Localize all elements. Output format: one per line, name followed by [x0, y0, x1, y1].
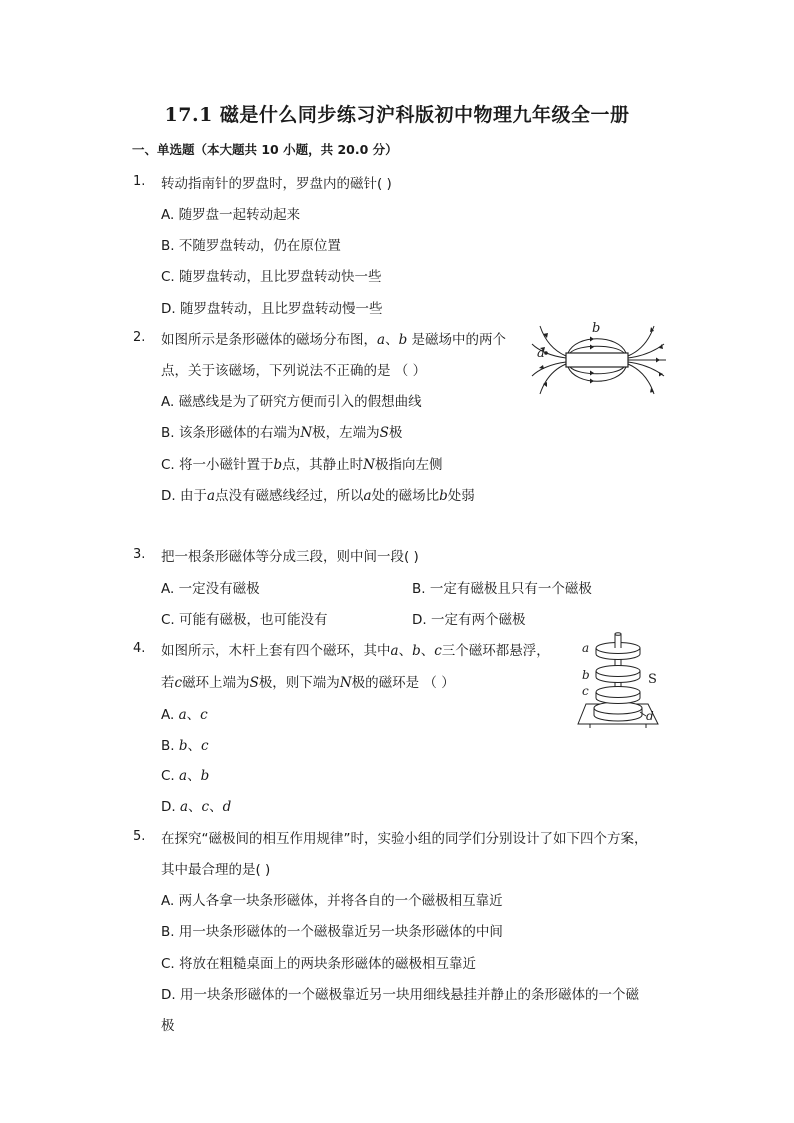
var: c: [434, 643, 442, 659]
var: b: [200, 768, 210, 784]
var: N: [300, 425, 313, 441]
question-number: 2.: [133, 330, 146, 345]
question-stem: [161, 639, 550, 659]
text-run: A.: [161, 707, 179, 723]
option-d: D. 一定有两个磁极: [412, 612, 526, 628]
text-run: 、: [187, 768, 201, 784]
var: b: [273, 457, 283, 473]
text-run: 极，左端为: [312, 425, 380, 441]
question-number: 4.: [133, 641, 146, 656]
text-run: 若: [161, 675, 175, 691]
question-stem-cont: 其中最合理的是( ): [161, 862, 271, 878]
text-run: D.: [161, 799, 180, 815]
text-run: C. 将一小磁针置于: [161, 457, 274, 473]
text-run: 、: [398, 643, 413, 659]
var: a: [179, 768, 188, 784]
text-run: 三个磁环都悬浮，: [441, 643, 550, 659]
var: a: [390, 643, 399, 659]
text-run: 、: [188, 799, 202, 815]
var: a: [178, 707, 187, 723]
option-c: [161, 453, 442, 473]
page-title: 17.1 磁是什么同步练习沪科版初中物理九年级全一册: [164, 104, 630, 126]
text-run: B.: [161, 738, 179, 754]
option-d: [161, 484, 475, 504]
option-d-cont: 极: [161, 1018, 175, 1034]
text-run: 磁环上端为: [182, 675, 250, 691]
bar-magnet-field-figure: [532, 320, 668, 398]
text-run: 极的磁环是 （ ）: [351, 675, 455, 691]
option-b: B. 用一块条形磁体的一个磁极靠近另一块条形磁体的中间: [161, 924, 503, 940]
option-b: [161, 734, 209, 754]
label-a: a: [582, 641, 590, 655]
text-run: 、: [209, 799, 223, 815]
var: c: [201, 799, 210, 815]
var: b: [439, 488, 448, 504]
label-c: c: [582, 684, 589, 698]
text-run: 、: [420, 643, 435, 659]
var: a: [363, 488, 372, 504]
question-stem: 在探究“磁极间的相互作用规律”时，实验小组的同学们分别设计了如下四个方案，: [161, 831, 648, 847]
text-run: 极，则下端为: [258, 675, 340, 691]
var: N: [363, 457, 375, 473]
question-stem: 转动指南针的罗盘时，罗盘内的磁针( ): [161, 176, 392, 192]
magnet-rings-figure: [576, 632, 666, 730]
var: a: [206, 488, 216, 504]
var: b: [398, 332, 408, 348]
section-heading: 一、单选题（本大题共 10 小题，共 20.0 分）: [132, 142, 398, 157]
question-stem-cont: 点，关于该磁场，下列说法不正确的是 （ ）: [161, 363, 427, 379]
text-run: B. 该条形磁体的右端为: [161, 425, 301, 441]
text-run: 处弱: [447, 488, 475, 504]
question-stem: [161, 328, 506, 348]
option-c: C. 可能有磁极，也可能没有: [161, 612, 328, 628]
option-d: D. 用一块条形磁体的一个磁极靠近另一块用细线悬挂并静止的条形磁体的一个磁: [161, 987, 639, 1003]
option-b: B. 一定有磁极且只有一个磁极: [412, 581, 592, 597]
text-run: 处的磁场比: [371, 488, 440, 504]
label-d: d: [646, 709, 654, 723]
var: c: [201, 738, 209, 754]
label-a: a: [537, 346, 545, 361]
question-number: 5.: [133, 829, 146, 844]
option-a: [161, 703, 208, 723]
option-a: A. 随罗盘一起转动起来: [161, 207, 301, 223]
var: a: [179, 799, 189, 815]
option-b: B. 不随罗盘转动，仍在原位置: [161, 238, 341, 254]
var: S: [249, 675, 259, 691]
option-b: [161, 421, 402, 441]
text-run: 、: [187, 738, 202, 754]
question-number: 3.: [133, 547, 146, 562]
option-c: [161, 764, 209, 784]
var: c: [174, 675, 183, 691]
option-a: A. 磁感线是为了研究方便而引入的假想曲线: [161, 394, 422, 410]
var: a: [377, 332, 386, 348]
option-a: A. 两人各拿一块条形磁体，并将各自的一个磁极相互靠近: [161, 893, 503, 909]
option-c: C. 将放在粗糙桌面上的两块条形磁体的磁极相互靠近: [161, 956, 477, 972]
question-stem-cont: [161, 671, 455, 691]
text-run: 极: [388, 425, 403, 441]
option-c: C. 随罗盘转动，且比罗盘转动快一些: [161, 269, 382, 285]
text-run: 点，其静止时: [282, 457, 364, 473]
var: b: [412, 643, 421, 659]
label-b: b: [582, 668, 590, 682]
var: b: [178, 738, 188, 754]
text-run: 点没有磁感线经过，所以: [215, 488, 364, 504]
question-number: 1.: [133, 174, 146, 189]
var: S: [379, 425, 389, 441]
text-run: 、: [186, 707, 201, 723]
text-run: 是磁场中的两个: [407, 332, 507, 348]
option-a: A. 一定没有磁极: [161, 581, 260, 597]
text-run: 极指向左侧: [374, 457, 443, 473]
question-stem: 把一根条形磁体等分成三段，则中间一段( ): [161, 549, 419, 565]
option-d: [161, 795, 231, 815]
var: c: [200, 707, 208, 723]
text-run: 如图所示是条形磁体的磁场分布图，: [161, 332, 377, 348]
var: d: [222, 799, 232, 815]
text-run: 、: [385, 332, 399, 348]
label-b: b: [592, 321, 601, 336]
var: N: [339, 675, 352, 691]
label-s: S: [648, 672, 657, 687]
option-d: D. 随罗盘转动，且比罗盘转动慢一些: [161, 301, 383, 317]
text-run: 如图所示，木杆上套有四个磁环，其中: [161, 643, 391, 659]
text-run: C.: [161, 768, 180, 784]
text-run: D. 由于: [161, 488, 207, 504]
